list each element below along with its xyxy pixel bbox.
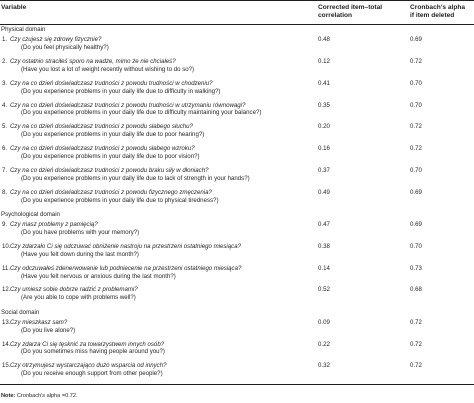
item-english-text: (Do you receive enough support from other people?): [21, 370, 163, 378]
item-alpha-if-deleted: 0.72: [410, 318, 422, 326]
header-variable: Variable: [0, 1, 318, 25]
item-corrected-correlation: 0.20: [318, 123, 330, 131]
item-english-text: (Do you have problems with your memory?): [21, 228, 140, 236]
item-english-text: (Do you experience problems in your daily life due to poor hearing?): [21, 131, 205, 139]
item-english-text: (Do you experience problems in your daily life due to poor vision?): [21, 153, 200, 160]
section-title: Social domain: [1, 308, 40, 316]
item-question-cell: [0, 57, 318, 79]
item-alpha-if-deleted: 0.70: [410, 166, 422, 174]
item-english-text: (Have you lost a lot of weight recently without wishing to do so?): [21, 65, 195, 73]
table-row: [0, 220, 474, 242]
item-question-cell: [0, 145, 318, 167]
item-corrected-correlation: 0.47: [318, 221, 330, 229]
item-question-line: [0, 123, 318, 131]
item-question-cell: [0, 242, 318, 264]
table-row: [0, 36, 474, 58]
item-polish-text: Czy na co dzień doświadczasz trudności z powodu trudności w chodzeniu?: [10, 79, 213, 87]
section-row: [0, 308, 474, 319]
item-question-line: [0, 362, 318, 370]
item-question-line: [0, 80, 318, 88]
note-label: Note:: [1, 393, 16, 399]
item-alpha-if-deleted: 0.70: [410, 79, 422, 87]
note-text: Cronbach’s alpha =0.72.: [15, 393, 78, 399]
item-number: 7.: [2, 166, 8, 174]
item-english-text: (Do you experience problems in your daily life due to difficulty maintaining your balance?): [21, 109, 262, 117]
item-alpha-if-deleted: 0.72: [410, 57, 422, 65]
item-english-text: (Are you able to cope with problems well?): [21, 294, 136, 302]
section-title: Psychological domain: [1, 210, 60, 218]
item-corrected-correlation: 0.41: [318, 79, 330, 87]
item-alpha-if-deleted: 0.73: [410, 264, 422, 272]
item-english-text: (Do you sometimes miss having people around you?): [21, 348, 165, 356]
table-row: [0, 362, 474, 384]
item-polish-text: Czy masz problemy z pamięcią?: [10, 221, 98, 229]
item-english-text: (Have you felt down during the last month?): [21, 250, 139, 258]
item-polish-text: Czy na co dzień doświadczasz trudności z powodu słabego wzroku?: [10, 145, 195, 153]
item-alpha-if-deleted: 0.70: [410, 101, 422, 109]
item-question-line: [0, 102, 318, 110]
item-question-cell: [0, 318, 318, 340]
item-alpha-if-deleted: 0.72: [410, 340, 422, 348]
section-row: [0, 25, 474, 36]
item-polish-text: Czy mieszkasz sam?: [10, 318, 68, 326]
table-row: [0, 242, 474, 264]
item-polish-text: Czy na co dzień doświadczasz trudności z powodu trudności w utrzymaniu równowagi?: [10, 101, 246, 109]
item-question-line: [0, 341, 318, 349]
item-number: 9.: [2, 221, 8, 229]
table-row: [0, 123, 474, 145]
item-number: 4.: [2, 101, 8, 109]
table-row: [0, 318, 474, 340]
item-number: 12.: [2, 286, 11, 294]
item-corrected-correlation: 0.16: [318, 145, 330, 153]
item-corrected-correlation: 0.49: [318, 188, 330, 196]
item-question-cell: [0, 188, 318, 210]
header-row: [0, 1, 474, 25]
item-number: 14.: [2, 340, 11, 348]
item-question-cell: [0, 166, 318, 188]
item-number: 13.: [2, 318, 11, 326]
item-question-line: [0, 286, 318, 294]
item-polish-text: Czy na co dzień doświadczasz trudności z powodu fizycznego zmęczenia?: [10, 188, 212, 196]
item-number: 6.: [2, 145, 8, 153]
table-row: [0, 286, 474, 308]
item-alpha-if-deleted: 0.70: [410, 242, 422, 250]
item-polish-text: Czy zdarzało Ci się odczuwać obniżenie nastroju na przestrzeni ostatniego miesiąca?: [10, 242, 242, 250]
item-number: 1.: [2, 36, 8, 44]
item-alpha-if-deleted: 0.72: [410, 362, 474, 384]
item-english-text: (Do you live alone?): [21, 326, 76, 334]
item-question-line: [0, 167, 318, 175]
item-question-cell: [0, 123, 318, 145]
item-corrected-correlation: 0.52: [318, 286, 330, 294]
section-row: [0, 210, 474, 221]
item-question-line: [0, 36, 318, 44]
item-number: 2.: [2, 57, 8, 65]
item-corrected-correlation: 0.22: [318, 340, 330, 348]
item-english-text: (Have you felt nervous or anxious during the last month?): [21, 272, 176, 280]
item-number: 11.: [2, 264, 11, 272]
item-corrected-correlation: 0.48: [318, 36, 330, 44]
item-number: 8.: [2, 188, 8, 196]
item-polish-text: Czy na co dzień doświadczasz trudności z powodu słabego słuchu?: [10, 123, 193, 131]
item-question-cell: [0, 79, 318, 101]
item-english-text: (Do you feel physically healthy?): [21, 44, 109, 52]
item-polish-text: Czy umiesz sobie dobrze radzić z problemami?: [10, 286, 138, 294]
item-corrected-correlation: 0.09: [318, 318, 330, 326]
header-corrected-correlation: [318, 1, 410, 25]
table-row: [0, 340, 474, 362]
header-cronbach-alpha: [410, 1, 474, 25]
item-number: 15.: [2, 362, 11, 370]
item-alpha-if-deleted: 0.69: [410, 221, 422, 229]
table-row: [0, 145, 474, 167]
table-body: [0, 25, 474, 385]
item-alpha-if-deleted: 0.72: [410, 145, 422, 153]
table-row: [0, 264, 474, 286]
table-row: [0, 166, 474, 188]
item-question-line: [0, 58, 318, 66]
item-polish-text: Czy czujesz się zdrowy fizycznie?: [10, 36, 102, 44]
item-polish-text: Czy zdarza Ci się tęsknić za towarzystwem innych osób?: [10, 340, 165, 348]
item-question-cell: [0, 220, 318, 242]
item-corrected-correlation: 0.12: [318, 57, 330, 65]
item-question-line: [0, 243, 318, 251]
item-alpha-if-deleted: 0.68: [410, 286, 422, 294]
item-polish-text: Czy ostatnio straciłeś sporo na wadze, mimo że nie chciałeś?: [10, 57, 176, 65]
item-corrected-correlation: 0.38: [318, 242, 330, 250]
item-english-text: (Do you experience problems in your daily life due to difficulty in walking?): [21, 87, 221, 95]
item-question-line: [0, 221, 318, 229]
item-question-line: [0, 145, 318, 153]
item-polish-text: Czy otrzymujesz wystarczająco dużo wsparcia od innych?: [10, 362, 167, 370]
item-number: 3.: [2, 79, 8, 87]
item-number: 10.: [2, 242, 11, 250]
header-corrected-line2: correlation: [318, 12, 353, 20]
item-question-cell: [0, 286, 318, 308]
table-row: [0, 57, 474, 79]
item-polish-text: Czy na co dzień doświadczasz trudności z powodu braku siły w dłoniach?: [10, 166, 209, 174]
header-corrected-line1: Corrected item–total: [318, 4, 383, 11]
item-question-cell: [0, 101, 318, 123]
item-alpha-if-deleted: 0.69: [410, 188, 422, 196]
section-title: Physical domain: [1, 26, 46, 33]
item-english-text: (Do you experience problems in your daily life due to lack of strength in your hands?): [21, 174, 250, 182]
table-row: [0, 188, 474, 210]
item-question-cell: [0, 340, 318, 362]
item-polish-text: Czy odczuwałeś zdenerwowanie lub podniecenie na przestrzeni ostatniego miesiąca?: [10, 264, 242, 272]
item-question-cell: [0, 362, 318, 384]
item-alpha-if-deleted: 0.69: [410, 36, 422, 44]
item-question-line: [0, 265, 318, 273]
item-question-line: [0, 319, 318, 327]
item-corrected-correlation: 0.14: [318, 264, 330, 272]
item-english-text: (Do you experience problems in your daily life due to physical tiredness?): [21, 196, 219, 204]
header-alpha-line2: if item deleted: [410, 12, 455, 20]
item-question-cell: [0, 36, 318, 58]
table-note: [1, 393, 78, 400]
table-row: [0, 79, 474, 101]
item-corrected-correlation: 0.35: [318, 101, 330, 109]
table-row: [0, 101, 474, 123]
item-question-cell: [0, 264, 318, 286]
item-question-line: [0, 189, 318, 197]
item-corrected-correlation: 0.37: [318, 166, 330, 174]
item-alpha-if-deleted: 0.72: [410, 123, 422, 131]
item-number: 5.: [2, 123, 8, 131]
header-alpha-line1: Cronbach’s alpha: [410, 4, 466, 11]
item-corrected-correlation: 0.32: [318, 362, 410, 384]
